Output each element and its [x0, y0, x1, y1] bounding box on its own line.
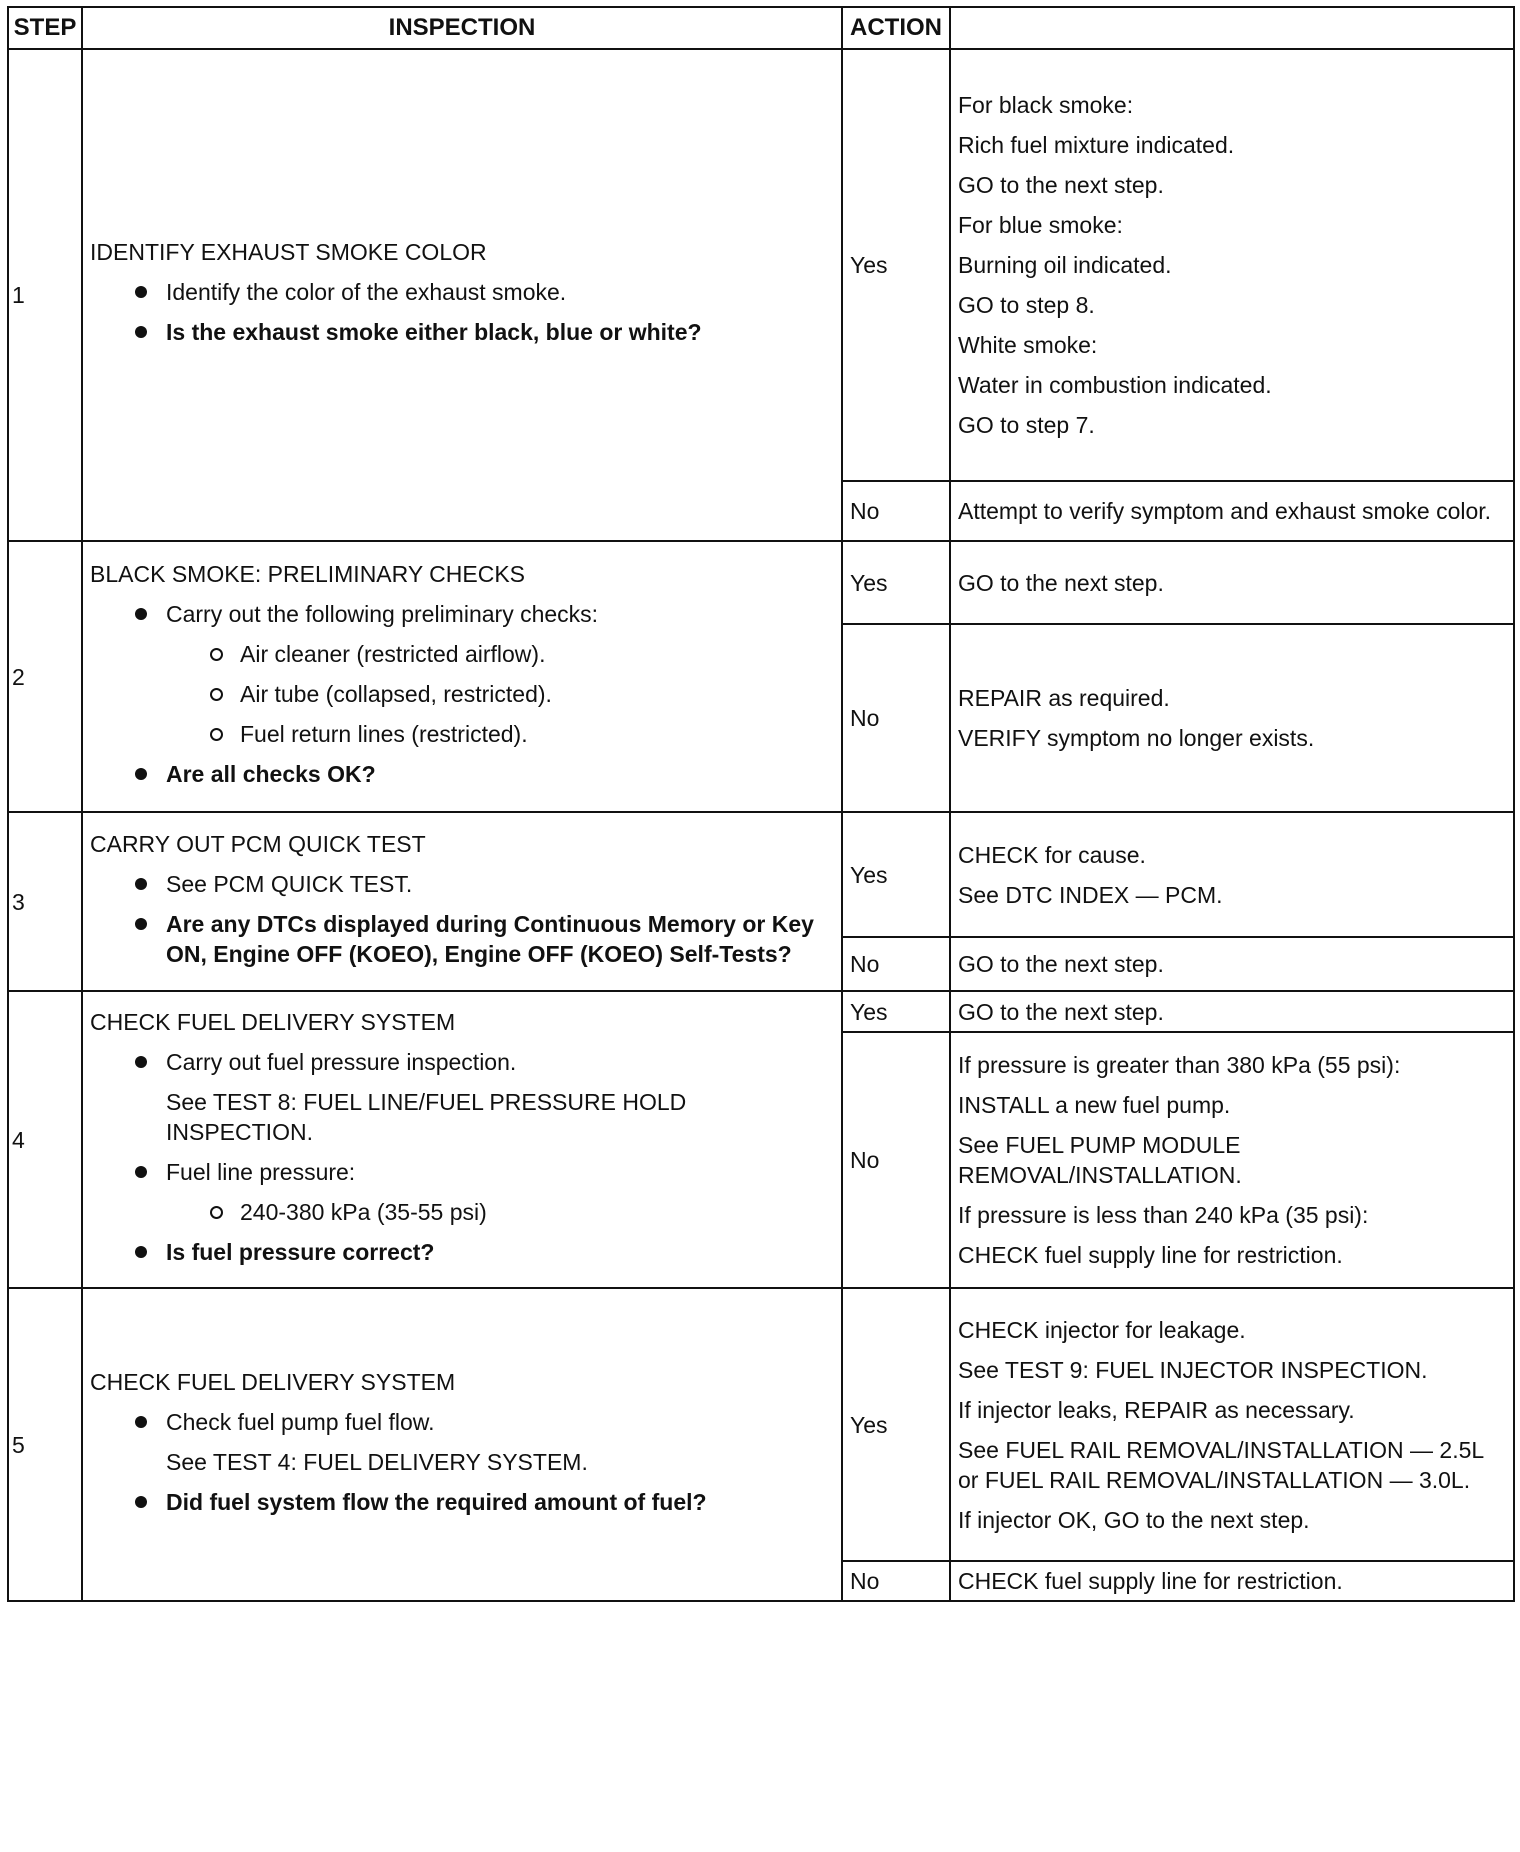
result-line: GO to the next step.: [958, 951, 1164, 977]
result-line: If injector leaks, REPAIR as necessary.: [958, 1396, 1355, 1423]
step-title: CARRY OUT PCM QUICK TEST: [90, 830, 426, 857]
bullet-item: Fuel line pressure:: [166, 1157, 834, 1187]
result-line: GO to step 7.: [958, 412, 1095, 438]
step-title: IDENTIFY EXHAUST SMOKE COLOR: [90, 239, 487, 265]
bullet-item: Carry out fuel pressure inspection.: [166, 1047, 834, 1077]
inspection-cell: [82, 812, 842, 991]
no-result-cell: [950, 624, 1514, 812]
action-no-label: No: [842, 481, 950, 541]
result-line: VERIFY symptom no longer exists.: [958, 725, 1315, 751]
bullet-item: Identify the color of the exhaust smoke.: [166, 277, 834, 307]
result-line: GO to step 8.: [958, 292, 1095, 318]
result-line: GO to the next step.: [958, 569, 1164, 596]
step-number: 2: [8, 541, 82, 812]
header-inspection: INSPECTION: [82, 7, 842, 49]
bullet-item: Is fuel pressure correct?: [166, 1237, 834, 1267]
action-no-label: No: [842, 1561, 950, 1601]
table-body: [8, 49, 1514, 1601]
result-line: Burning oil indicated.: [958, 252, 1172, 278]
no-result-cell: [950, 481, 1514, 541]
bullet-item: Carry out the following preliminary checks:: [166, 599, 834, 629]
reference-text: See TEST 8: FUEL LINE/FUEL PRESSURE HOLD INSPECTION.: [166, 1088, 687, 1145]
yes-result-cell: [950, 991, 1514, 1032]
action-no-label: No: [842, 624, 950, 812]
result-line: See FUEL PUMP MODULE REMOVAL/INSTALLATION.: [958, 1132, 1242, 1188]
result-line: GO to the next step.: [958, 998, 1164, 1025]
header-row: [8, 7, 1514, 49]
result-line: White smoke:: [958, 332, 1098, 358]
result-line: CHECK fuel supply line for restriction.: [958, 1568, 1343, 1594]
result-line: If pressure is less than 240 kPa (35 psi):: [958, 1202, 1369, 1228]
no-result-cell: [950, 937, 1514, 991]
step-number: 4: [8, 991, 82, 1288]
inspection-cell: [82, 49, 842, 541]
inspection-cell: [82, 541, 842, 812]
no-result-cell: [950, 1561, 1514, 1601]
action-yes-label: Yes: [842, 812, 950, 937]
result-line: INSTALL a new fuel pump.: [958, 1092, 1231, 1118]
reference-text: See TEST 4: FUEL DELIVERY SYSTEM.: [166, 1448, 588, 1475]
bullet-item: Did fuel system flow the required amount of fuel?: [166, 1487, 834, 1517]
sub-bullet-item: Fuel return lines (restricted).: [240, 719, 834, 749]
yes-result-cell: [950, 812, 1514, 937]
step-number: 1: [8, 49, 82, 541]
table-row: [8, 541, 1514, 624]
bullet-item: See PCM QUICK TEST.: [166, 869, 834, 899]
result-line: GO to the next step.: [958, 172, 1164, 198]
table-row: [8, 1288, 1514, 1561]
yes-result-cell: [950, 541, 1514, 624]
result-line: CHECK fuel supply line for restriction.: [958, 1242, 1343, 1268]
result-line: See FUEL RAIL REMOVAL/INSTALLATION — 2.5L or FUEL RAIL REMOVAL/INSTALLATION — 3.0L.: [958, 1436, 1484, 1493]
table-row: [8, 991, 1514, 1032]
action-no-label: No: [842, 1032, 950, 1288]
table-row: [8, 49, 1514, 481]
result-line: If injector OK, GO to the next step.: [958, 1506, 1310, 1533]
header-action: ACTION: [842, 7, 950, 49]
result-line: Rich fuel mixture indicated.: [958, 132, 1235, 158]
result-line: If pressure is greater than 380 kPa (55 psi):: [958, 1052, 1401, 1078]
result-line: See DTC INDEX — PCM.: [958, 881, 1223, 908]
sub-bullet-item: Air cleaner (restricted airflow).: [240, 639, 834, 669]
action-yes-label: Yes: [842, 49, 950, 481]
table-row: [8, 812, 1514, 937]
yes-result-cell: [950, 1288, 1514, 1561]
result-line: REPAIR as required.: [958, 685, 1170, 711]
header-result: [950, 7, 1514, 49]
yes-result-cell: [950, 49, 1514, 481]
sub-bullet-item: Air tube (collapsed, restricted).: [240, 679, 834, 709]
step-number: 5: [8, 1288, 82, 1601]
header-step: STEP: [8, 7, 82, 49]
diagnostic-table: [7, 6, 1515, 1602]
action-yes-label: Yes: [842, 991, 950, 1032]
inspection-cell: [82, 991, 842, 1288]
result-line: For black smoke:: [958, 92, 1134, 118]
step-title: CHECK FUEL DELIVERY SYSTEM: [90, 1008, 456, 1035]
no-result-cell: [950, 1032, 1514, 1288]
result-line: CHECK injector for leakage.: [958, 1316, 1246, 1343]
bullet-item: Are all checks OK?: [166, 759, 834, 789]
bullet-item: Is the exhaust smoke either black, blue or white?: [166, 317, 834, 347]
step-number: 3: [8, 812, 82, 991]
bullet-item: Are any DTCs displayed during Continuous Memory or Key ON, Engine OFF (KOEO), Engine OFF (KOEO) Self-Tests?: [166, 909, 834, 969]
step-title: BLACK SMOKE: PRELIMINARY CHECKS: [90, 560, 526, 587]
bullet-item: Check fuel pump fuel flow.: [166, 1407, 834, 1437]
result-line: Attempt to verify symptom and exhaust smoke color.: [958, 498, 1492, 524]
step-title: CHECK FUEL DELIVERY SYSTEM: [90, 1368, 456, 1395]
result-line: CHECK for cause.: [958, 841, 1146, 868]
result-line: Water in combustion indicated.: [958, 372, 1272, 398]
result-line: See TEST 9: FUEL INJECTOR INSPECTION.: [958, 1356, 1428, 1383]
inspection-cell: [82, 1288, 842, 1601]
action-no-label: No: [842, 937, 950, 991]
action-yes-label: Yes: [842, 541, 950, 624]
result-line: For blue smoke:: [958, 212, 1123, 238]
sub-bullet-item: 240-380 kPa (35-55 psi): [240, 1197, 834, 1227]
action-yes-label: Yes: [842, 1288, 950, 1561]
